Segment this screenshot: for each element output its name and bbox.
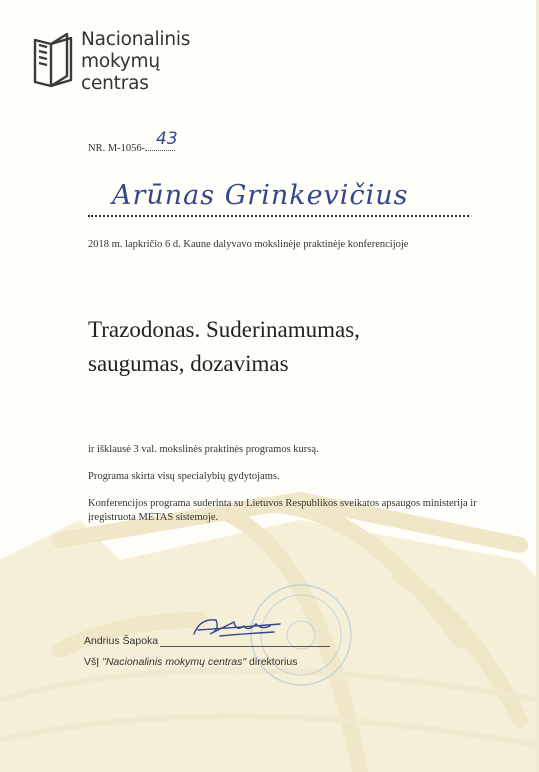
logo-wordmark (81, 29, 251, 95)
conference-title (88, 313, 448, 381)
org-prefix: VšĮ (84, 656, 103, 668)
conference-line: 2018 m. lapkričio 6 d. Kaune dalyvavo mokslinėje praktinėje konferencijoje (88, 239, 409, 250)
approval-paragraph (88, 497, 477, 525)
certificate-number-handwritten: 43 (156, 129, 178, 149)
logo-line-2: mokymų (81, 51, 160, 72)
audience-line: Programa skirta visų specialybių gydytojams. (88, 471, 280, 482)
title-line-2: saugumas, dozavimas (88, 351, 289, 376)
signature-line (160, 646, 330, 647)
org-name: "Nacionalinis mokymų centras" (102, 656, 247, 668)
approval-line-2: įregistruota METAS sistemoje. (88, 512, 219, 523)
name-dotted-line (88, 215, 469, 217)
signatory-name: Andrius Šapoka (84, 635, 159, 647)
course-line: ir išklausė 3 val. mokslinės praktinės programos kursą. (88, 444, 319, 455)
participant-name: Arūnas Grinkevičius (112, 180, 409, 211)
approval-line-1: Konferencijos programa suderinta su Lietuvos Respublikos sveikatos apsaugos ministerija ir (88, 498, 477, 509)
open-book-logo-icon (31, 30, 75, 88)
handwritten-signature (190, 612, 286, 642)
title-line-1: Trazodonas. Suderinamumas, (88, 317, 360, 342)
signatory-organization (84, 656, 297, 668)
logo-line-3: centras (81, 73, 149, 94)
logo-line-1: Nacionalinis (81, 29, 191, 50)
signatory-role: direktorius (246, 656, 298, 668)
number-dotted-line (145, 150, 175, 151)
certificate-number-prefix: NR. M-1056- (88, 143, 146, 154)
